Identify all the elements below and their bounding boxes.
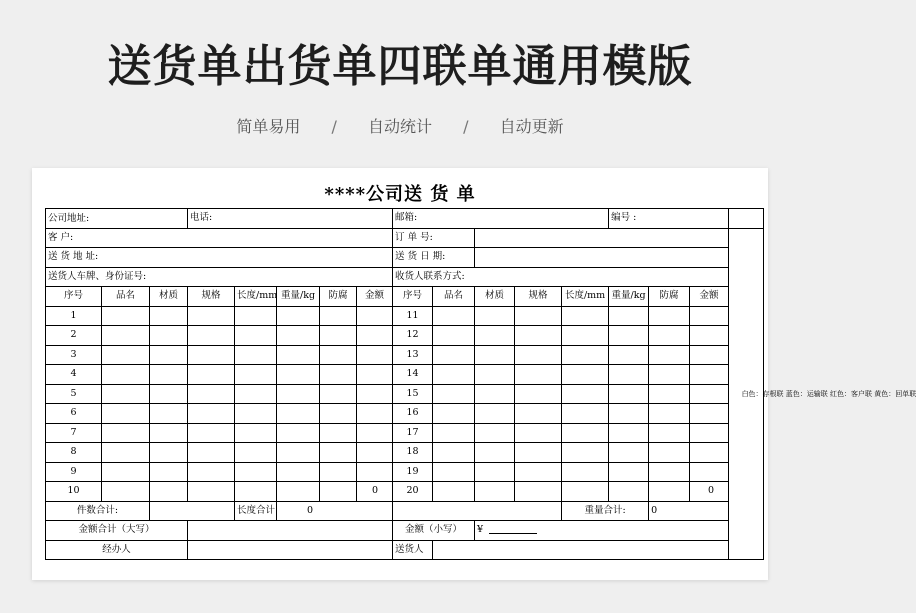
item-cell[interactable] bbox=[515, 404, 562, 424]
item-cell[interactable] bbox=[235, 423, 277, 443]
item-cell[interactable] bbox=[562, 482, 609, 502]
item-cell[interactable] bbox=[649, 345, 690, 365]
item-cell[interactable] bbox=[277, 482, 320, 502]
item-cell[interactable] bbox=[102, 306, 150, 326]
item-cell[interactable] bbox=[102, 423, 150, 443]
item-cell[interactable] bbox=[320, 462, 357, 482]
delivery-note-sheet bbox=[32, 168, 916, 580]
item-cell[interactable] bbox=[235, 365, 277, 385]
item-cell[interactable] bbox=[609, 482, 649, 502]
item-cell[interactable] bbox=[320, 345, 357, 365]
page-title: 送货单出货单四联单通用模版 bbox=[107, 41, 693, 92]
amount-total-value: 0 bbox=[357, 482, 393, 502]
row-number: 16 bbox=[393, 404, 433, 424]
col-header-length: 长度/mm bbox=[235, 287, 277, 307]
row-number: 10 bbox=[46, 482, 102, 502]
row-number: 18 bbox=[393, 443, 433, 463]
item-cell[interactable] bbox=[475, 384, 515, 404]
row-number: 7 bbox=[46, 423, 102, 443]
amount-lower-label: 金额（小写） bbox=[393, 521, 475, 541]
item-cell[interactable] bbox=[433, 345, 475, 365]
item-cell[interactable] bbox=[320, 404, 357, 424]
item-cell[interactable] bbox=[475, 404, 515, 424]
length-total-value: 0 bbox=[277, 501, 393, 521]
item-cell[interactable] bbox=[188, 365, 235, 385]
item-cell[interactable] bbox=[235, 384, 277, 404]
deliverer-field[interactable] bbox=[433, 540, 729, 560]
item-cell[interactable] bbox=[235, 345, 277, 365]
item-cell[interactable] bbox=[102, 404, 150, 424]
email-label: 邮箱: bbox=[393, 209, 609, 229]
delivery-date-field[interactable] bbox=[475, 248, 729, 268]
signature-row bbox=[46, 540, 764, 560]
item-cell[interactable] bbox=[690, 423, 729, 443]
item-cell[interactable] bbox=[235, 482, 277, 502]
row-number: 8 bbox=[46, 443, 102, 463]
item-cell[interactable] bbox=[150, 306, 188, 326]
item-cell[interactable] bbox=[235, 462, 277, 482]
item-cell[interactable] bbox=[150, 345, 188, 365]
item-cell[interactable] bbox=[433, 326, 475, 346]
length-total-label: 长度合计 bbox=[235, 501, 277, 521]
item-cell[interactable] bbox=[690, 365, 729, 385]
row-number: 9 bbox=[46, 462, 102, 482]
item-cell[interactable] bbox=[475, 462, 515, 482]
customer-label: 客 户: bbox=[46, 228, 393, 248]
item-cell[interactable] bbox=[188, 326, 235, 346]
item-cell[interactable] bbox=[277, 404, 320, 424]
row-number: 12 bbox=[393, 326, 433, 346]
item-row bbox=[46, 365, 764, 385]
item-cell[interactable] bbox=[102, 443, 150, 463]
item-cell[interactable] bbox=[150, 384, 188, 404]
item-cell[interactable] bbox=[609, 404, 649, 424]
item-cell[interactable] bbox=[357, 365, 393, 385]
header-row-address bbox=[46, 248, 764, 268]
company-address-label: 公司地址: bbox=[46, 209, 188, 229]
item-cell[interactable] bbox=[690, 404, 729, 424]
item-row bbox=[46, 462, 764, 482]
item-cell[interactable] bbox=[562, 443, 609, 463]
item-cell[interactable] bbox=[433, 384, 475, 404]
item-cell[interactable] bbox=[357, 404, 393, 424]
item-cell[interactable] bbox=[515, 326, 562, 346]
item-cell[interactable] bbox=[188, 384, 235, 404]
item-cell[interactable] bbox=[475, 482, 515, 502]
amount-underline bbox=[489, 525, 537, 534]
item-cell[interactable] bbox=[433, 404, 475, 424]
item-cell[interactable] bbox=[150, 462, 188, 482]
item-cell[interactable] bbox=[320, 384, 357, 404]
item-cell[interactable] bbox=[320, 326, 357, 346]
item-row bbox=[46, 423, 764, 443]
item-cell[interactable] bbox=[562, 306, 609, 326]
col-header-amount: 金额 bbox=[690, 287, 729, 307]
item-cell[interactable] bbox=[102, 365, 150, 385]
item-cell[interactable] bbox=[690, 306, 729, 326]
item-cell[interactable] bbox=[475, 326, 515, 346]
col-header-product: 品名 bbox=[102, 287, 150, 307]
item-cell[interactable] bbox=[515, 365, 562, 385]
item-cell[interactable] bbox=[690, 326, 729, 346]
item-cell[interactable] bbox=[235, 404, 277, 424]
item-cell[interactable] bbox=[515, 443, 562, 463]
piece-count-label: 件数合计: bbox=[46, 501, 150, 521]
item-cell[interactable] bbox=[357, 462, 393, 482]
item-cell[interactable] bbox=[562, 404, 609, 424]
order-no-field[interactable] bbox=[475, 228, 729, 248]
item-cell[interactable] bbox=[277, 365, 320, 385]
handler-field[interactable] bbox=[188, 540, 393, 560]
col-header-material: 材质 bbox=[475, 287, 515, 307]
row-number: 2 bbox=[46, 326, 102, 346]
row-number: 14 bbox=[393, 365, 433, 385]
amount-lower-field[interactable] bbox=[475, 521, 729, 541]
item-cell[interactable] bbox=[357, 423, 393, 443]
phone-label: 电话: bbox=[188, 209, 393, 229]
item-cell[interactable] bbox=[188, 306, 235, 326]
row-number: 6 bbox=[46, 404, 102, 424]
feature-tags bbox=[0, 114, 800, 137]
item-cell[interactable] bbox=[102, 462, 150, 482]
item-cell[interactable] bbox=[609, 462, 649, 482]
row-number: 1 bbox=[46, 306, 102, 326]
item-cell[interactable] bbox=[649, 326, 690, 346]
item-cell[interactable] bbox=[690, 384, 729, 404]
header-row-company bbox=[46, 209, 764, 229]
item-cell[interactable] bbox=[357, 306, 393, 326]
col-header-weight: 重量/kg bbox=[277, 287, 320, 307]
item-cell[interactable] bbox=[690, 443, 729, 463]
col-header-product: 品名 bbox=[433, 287, 475, 307]
row-number: 11 bbox=[393, 306, 433, 326]
item-cell[interactable] bbox=[562, 423, 609, 443]
row-number: 19 bbox=[393, 462, 433, 482]
item-cell[interactable] bbox=[102, 326, 150, 346]
item-cell[interactable] bbox=[277, 443, 320, 463]
item-cell[interactable] bbox=[475, 365, 515, 385]
item-cell[interactable] bbox=[188, 462, 235, 482]
side-empty-cell bbox=[729, 209, 764, 229]
col-header-weight: 重量/kg bbox=[609, 287, 649, 307]
item-cell[interactable] bbox=[433, 306, 475, 326]
item-cell[interactable] bbox=[433, 423, 475, 443]
item-cell[interactable] bbox=[609, 365, 649, 385]
item-cell[interactable] bbox=[277, 306, 320, 326]
item-cell[interactable] bbox=[609, 306, 649, 326]
row-number: 17 bbox=[393, 423, 433, 443]
row-number: 15 bbox=[393, 384, 433, 404]
col-header-length: 长度/mm bbox=[562, 287, 609, 307]
item-row bbox=[46, 306, 764, 326]
item-cell[interactable] bbox=[609, 384, 649, 404]
item-cell[interactable] bbox=[515, 482, 562, 502]
item-cell[interactable] bbox=[150, 326, 188, 346]
item-cell[interactable] bbox=[188, 404, 235, 424]
row-number: 3 bbox=[46, 345, 102, 365]
delivery-note-title: ****公司送 货 单 bbox=[324, 184, 476, 205]
item-cell[interactable] bbox=[320, 306, 357, 326]
item-cell[interactable] bbox=[649, 423, 690, 443]
delivery-note-table bbox=[45, 208, 916, 560]
item-cell[interactable] bbox=[102, 384, 150, 404]
item-cell[interactable] bbox=[433, 365, 475, 385]
yen-symbol: ¥ bbox=[477, 524, 484, 536]
item-cell[interactable] bbox=[277, 462, 320, 482]
amount-upper-label: 金额合计（大写） bbox=[46, 521, 188, 541]
item-row bbox=[46, 326, 764, 346]
amount-total-value: 0 bbox=[690, 482, 729, 502]
item-cell[interactable] bbox=[562, 365, 609, 385]
item-cell[interactable] bbox=[562, 326, 609, 346]
item-cell[interactable] bbox=[277, 423, 320, 443]
item-cell[interactable] bbox=[649, 404, 690, 424]
item-cell[interactable] bbox=[433, 443, 475, 463]
item-cell[interactable] bbox=[515, 345, 562, 365]
item-cell[interactable] bbox=[277, 326, 320, 346]
piece-count-value[interactable] bbox=[150, 501, 235, 521]
totals-spacer bbox=[393, 501, 562, 521]
item-cell[interactable] bbox=[609, 443, 649, 463]
item-cell[interactable] bbox=[515, 384, 562, 404]
item-cell[interactable] bbox=[433, 482, 475, 502]
item-cell[interactable] bbox=[609, 326, 649, 346]
item-row bbox=[46, 345, 764, 365]
receiver-contact-label: 收货人联系方式: bbox=[393, 267, 729, 287]
item-cell[interactable] bbox=[515, 462, 562, 482]
item-cell[interactable] bbox=[357, 443, 393, 463]
item-cell[interactable] bbox=[475, 423, 515, 443]
item-cell[interactable] bbox=[475, 443, 515, 463]
col-header-anticorrosion: 防腐 bbox=[320, 287, 357, 307]
item-cell[interactable] bbox=[357, 384, 393, 404]
item-cell[interactable] bbox=[188, 482, 235, 502]
item-cell[interactable] bbox=[649, 365, 690, 385]
item-cell[interactable] bbox=[150, 365, 188, 385]
item-cell[interactable] bbox=[188, 345, 235, 365]
item-cell[interactable] bbox=[690, 345, 729, 365]
item-cell[interactable] bbox=[690, 462, 729, 482]
vehicle-id-label: 送货人车牌、身份证号: bbox=[46, 267, 393, 287]
item-row bbox=[46, 384, 764, 404]
item-cell[interactable] bbox=[150, 404, 188, 424]
item-cell[interactable] bbox=[277, 345, 320, 365]
item-cell[interactable] bbox=[188, 423, 235, 443]
row-number: 20 bbox=[393, 482, 433, 502]
item-cell[interactable] bbox=[357, 345, 393, 365]
amount-upper-field[interactable] bbox=[188, 521, 393, 541]
item-cell[interactable] bbox=[562, 384, 609, 404]
item-cell[interactable] bbox=[150, 423, 188, 443]
item-cell[interactable] bbox=[433, 462, 475, 482]
totals-row bbox=[46, 501, 764, 521]
item-cell[interactable] bbox=[102, 345, 150, 365]
col-header-spec: 规格 bbox=[515, 287, 562, 307]
tag-auto-update: 自动更新 bbox=[499, 117, 564, 136]
row-number: 4 bbox=[46, 365, 102, 385]
item-cell[interactable] bbox=[649, 384, 690, 404]
header-row-customer bbox=[46, 228, 764, 248]
item-cell[interactable] bbox=[649, 443, 690, 463]
item-cell[interactable] bbox=[609, 345, 649, 365]
delivery-date-label: 送 货 日 期: bbox=[393, 248, 475, 268]
deliverer-label: 送货人 bbox=[393, 540, 433, 560]
item-cell[interactable] bbox=[150, 482, 188, 502]
item-cell[interactable] bbox=[475, 306, 515, 326]
col-header-seq: 序号 bbox=[46, 287, 102, 307]
order-no-label: 订 单 号: bbox=[393, 228, 475, 248]
weight-total-value: 0 bbox=[649, 501, 729, 521]
item-cell[interactable] bbox=[277, 384, 320, 404]
item-cell[interactable] bbox=[320, 443, 357, 463]
item-cell[interactable] bbox=[649, 482, 690, 502]
item-cell[interactable] bbox=[475, 345, 515, 365]
item-cell[interactable] bbox=[515, 423, 562, 443]
item-cell[interactable] bbox=[320, 423, 357, 443]
col-header-anticorrosion: 防腐 bbox=[649, 287, 690, 307]
row-number: 5 bbox=[46, 384, 102, 404]
item-cell[interactable] bbox=[562, 462, 609, 482]
item-cell[interactable] bbox=[562, 345, 609, 365]
col-header-spec: 规格 bbox=[188, 287, 235, 307]
tag-separator: / bbox=[463, 117, 469, 136]
number-label: 编号 : bbox=[609, 209, 729, 229]
copy-color-note: 白色：存根联 蓝色：运输联 红色：客户联 黄色：回单联 bbox=[729, 228, 764, 560]
item-cell[interactable] bbox=[609, 423, 649, 443]
item-row bbox=[46, 404, 764, 424]
item-cell[interactable] bbox=[150, 443, 188, 463]
item-cell[interactable] bbox=[235, 306, 277, 326]
item-cell[interactable] bbox=[235, 326, 277, 346]
item-cell[interactable] bbox=[357, 326, 393, 346]
item-cell[interactable] bbox=[515, 306, 562, 326]
item-cell[interactable] bbox=[320, 482, 357, 502]
tag-easy-to-use: 简单易用 bbox=[236, 117, 301, 136]
item-cell[interactable] bbox=[102, 482, 150, 502]
handler-label: 经办人 bbox=[46, 540, 188, 560]
header-row-contact bbox=[46, 267, 764, 287]
item-cell[interactable] bbox=[320, 365, 357, 385]
item-cell[interactable] bbox=[649, 306, 690, 326]
weight-total-label: 重量合计: bbox=[562, 501, 649, 521]
row-number: 13 bbox=[393, 345, 433, 365]
item-cell[interactable] bbox=[235, 443, 277, 463]
col-header-seq: 序号 bbox=[393, 287, 433, 307]
item-row bbox=[46, 482, 764, 502]
delivery-address-label: 送 货 地 址: bbox=[46, 248, 393, 268]
tag-separator: / bbox=[331, 117, 337, 136]
col-header-material: 材质 bbox=[150, 287, 188, 307]
column-header-row bbox=[46, 287, 764, 307]
tag-auto-stats: 自动统计 bbox=[367, 117, 432, 136]
col-header-amount: 金额 bbox=[357, 287, 393, 307]
amount-row bbox=[46, 521, 764, 541]
item-cell[interactable] bbox=[188, 443, 235, 463]
item-cell[interactable] bbox=[649, 462, 690, 482]
item-row bbox=[46, 443, 764, 463]
